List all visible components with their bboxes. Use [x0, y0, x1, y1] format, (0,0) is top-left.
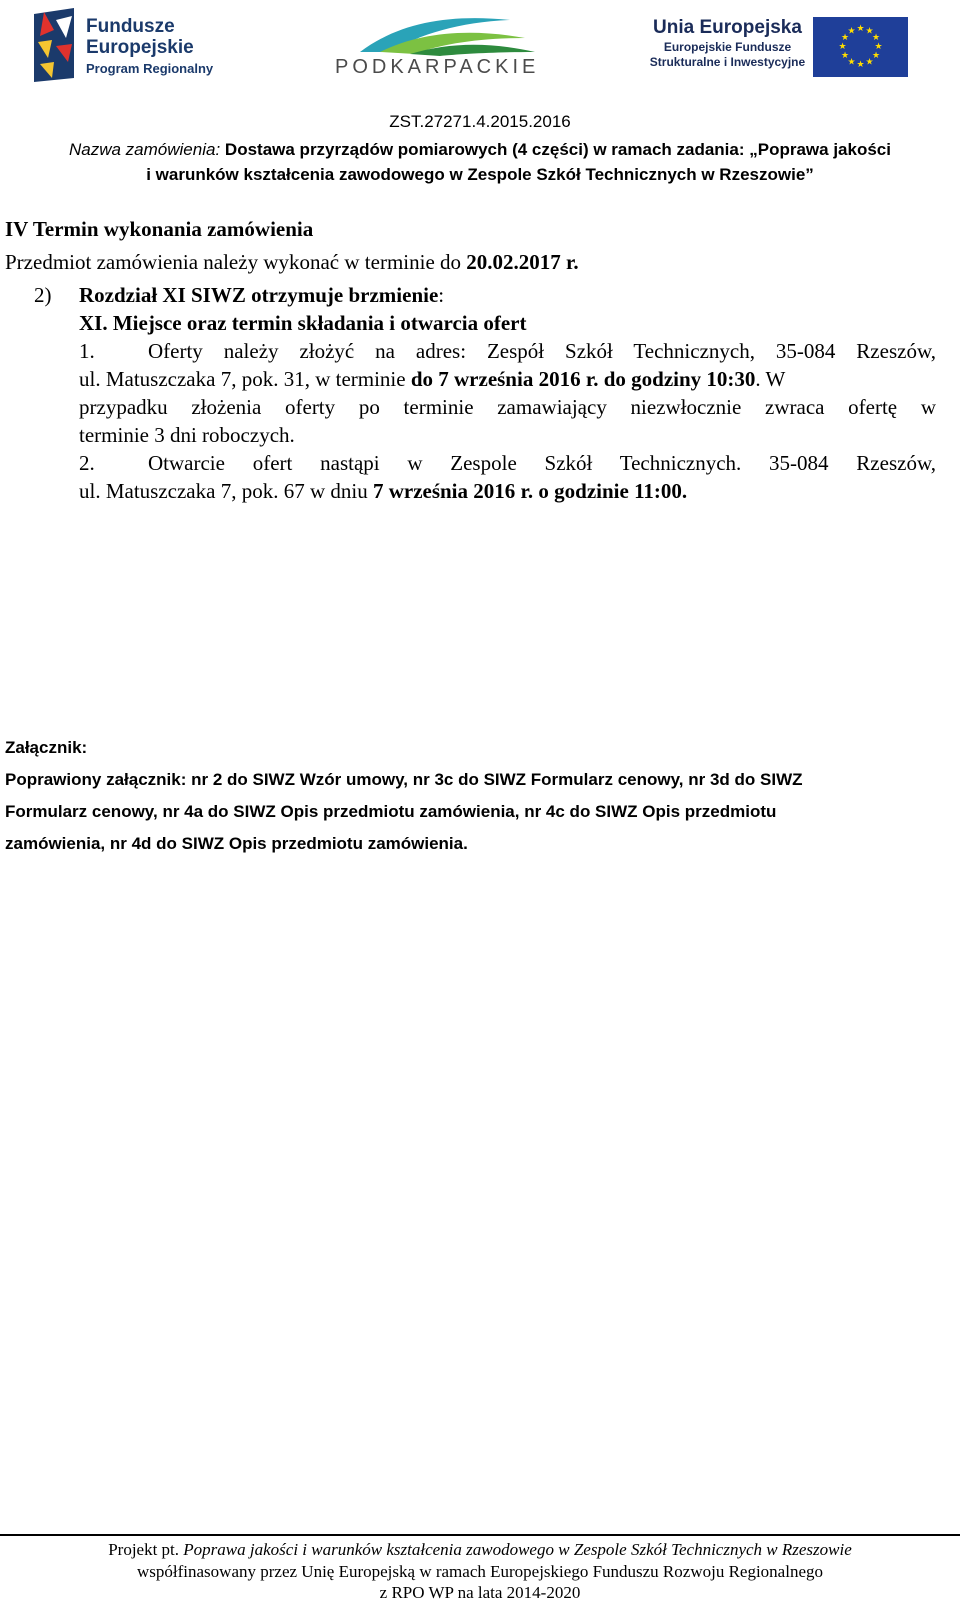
change-2-number: 2)	[34, 283, 52, 307]
footer-project-prefix: Projekt pt.	[108, 1540, 184, 1559]
fundusze-europejskie-emblem	[30, 6, 78, 82]
change-2-bold: Rozdział XI SIWZ otrzymuje brzmienie	[79, 283, 439, 307]
svg-text:★: ★	[847, 26, 856, 37]
item1-deadline: do 7 września 2016 r. do godziny 10:30	[410, 367, 756, 391]
item1-line2-a: ul. Matuszczaka 7, pok. 31, w terminie	[79, 367, 411, 391]
change-2-colon: :	[438, 283, 445, 307]
order-name-line1	[0, 140, 960, 160]
svg-text:★: ★	[865, 26, 874, 37]
svg-text:★: ★	[874, 42, 883, 52]
podkarpackie-swoosh-icon	[330, 12, 540, 58]
ue-line2: Europejskie Fundusze	[663, 40, 792, 54]
eu-flag-icon	[813, 17, 908, 77]
ue-line1: Unia Europejska	[653, 17, 802, 38]
section-iv-date: 20.02.2017 r.	[466, 250, 579, 274]
item1-line3: przypadku złożenia oferty po terminie zamawiający niezwłocznie zwraca ofertę w	[79, 395, 936, 419]
podkarpackie-logo	[330, 12, 540, 82]
change-2-text	[79, 281, 444, 309]
item2-line2	[79, 477, 687, 505]
footer-project-title: Poprawa jakości i warunków kształcenia zawodowego w Zespole Szkół Technicznych w Rzeszowie	[183, 1540, 852, 1559]
svg-text:★: ★	[856, 24, 865, 34]
attachment-line2: Formularz cenowy, nr 4a do SIWZ Opis przedmiotu zamówienia, nr 4c do SIWZ Opis przedmiotu	[5, 802, 777, 821]
attachment-line1: Poprawiony załącznik: nr 2 do SIWZ Wzór umowy, nr 3c do SIWZ Formularz cenowy, nr 3d do SIWZ	[5, 770, 803, 789]
item2-opening-date: 7 września 2016 r. o godzinie 11:00.	[372, 479, 688, 503]
svg-text:★: ★	[838, 42, 847, 52]
fundusze-europejskie-logo	[30, 6, 280, 84]
unia-europejska-logo	[645, 14, 925, 84]
svg-text:★: ★	[865, 57, 874, 68]
footer-divider	[0, 1534, 960, 1536]
svg-text:★: ★	[856, 60, 865, 70]
section-iv-heading: IV Termin wykonania zamówienia	[5, 217, 314, 241]
order-name-line2: i warunków kształcenia zawodowego w Zespole Szkół Technicznych w Rzeszowie”	[146, 165, 814, 184]
attachment-line3: zamówienia, nr 4d do SIWZ Opis przedmiotu zamówienia.	[5, 834, 468, 853]
item1-number: 1.	[79, 339, 95, 363]
footer-line2: współfinasowany przez Unię Europejską w ramach Europejskiego Funduszu Rozwoju Regionalnego	[137, 1562, 823, 1581]
section-iv-text	[5, 248, 579, 276]
reference-number: ZST.27271.4.2015.2016	[389, 112, 571, 131]
order-name-value-1: Dostawa przyrządów pomiarowych (4 części) w ramach zadania: „Poprawa jakości	[224, 140, 891, 159]
podkarpackie-text: PODKARPACKIE	[335, 56, 540, 78]
ue-line3: Strukturalne i Inwestycyjne	[649, 55, 806, 69]
svg-text:★: ★	[840, 51, 850, 61]
item2-line1: Otwarcie ofert nastąpi w Zespole Szkół Technicznych. 35-084 Rzeszów,	[148, 451, 936, 475]
item2-number: 2.	[79, 451, 95, 475]
order-name-label: Nazwa zamówienia:	[69, 140, 221, 159]
item1-line2-c: . W	[755, 367, 786, 391]
section-iv-text-prefix: Przedmiot zamówienia należy wykonać w terminie do	[5, 250, 467, 274]
svg-text:★: ★	[840, 33, 850, 43]
fundusze-line1: Fundusze	[86, 16, 175, 37]
svg-text:★: ★	[847, 57, 856, 68]
item1-line1: Oferty należy złożyć na adres: Zespół Szkół Technicznych, 35-084 Rzeszów,	[148, 339, 936, 363]
svg-text:★: ★	[871, 33, 881, 43]
attachment-label: Załącznik:	[5, 738, 88, 757]
item1-line2	[79, 365, 785, 393]
fundusze-line2: Europejskie	[86, 37, 194, 58]
footer-line3: z RPO WP na lata 2014-2020	[379, 1583, 581, 1602]
item1-line4: terminie 3 dni roboczych.	[79, 423, 295, 447]
chapter-xi-heading: XI. Miejsce oraz termin składania i otwarcia ofert	[79, 311, 527, 335]
fundusze-line3: Program Regionalny	[86, 61, 214, 76]
item2-line2-a: ul. Matuszczaka 7, pok. 67 w dniu	[79, 479, 373, 503]
svg-text:★: ★	[871, 51, 881, 61]
footer-line1	[0, 1540, 960, 1560]
